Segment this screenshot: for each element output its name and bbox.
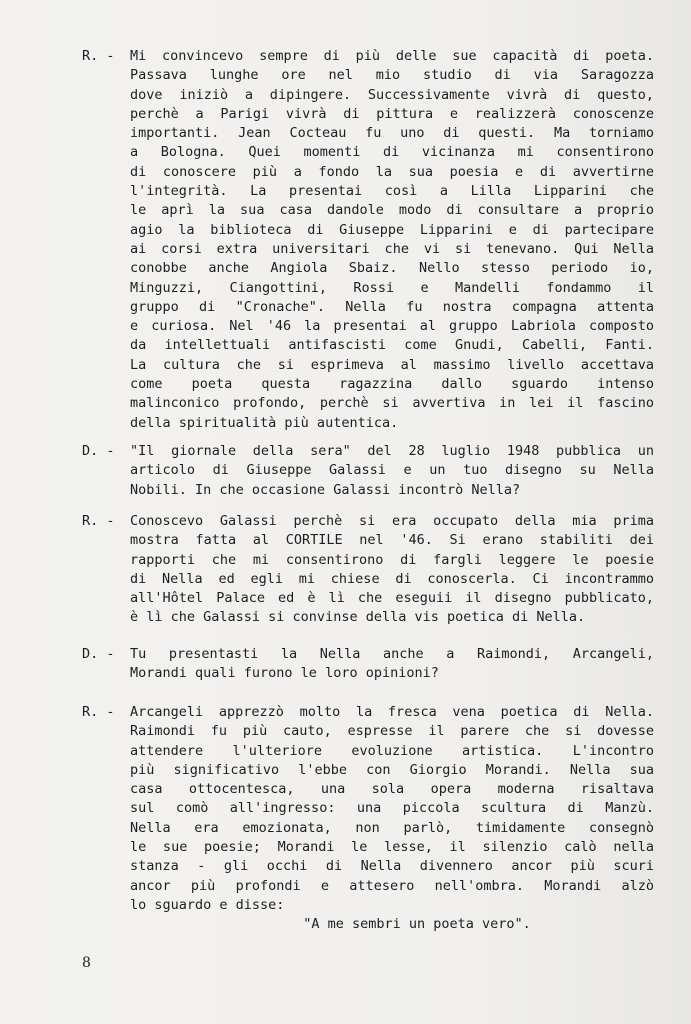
text-line: l'integrità. La presentai così a Lilla Lipparini che [130,183,654,200]
text-line: Morandi quali furono le loro opinioni? [130,665,439,682]
text-line: all'Hôtel Palace ed è lì che eseguii il disegno pubblicato, [130,590,654,607]
text-line: perchè a Parigi vivrà di pittura e realizzerà conoscenze [130,105,654,122]
text-line: Passava lunghe ore nel mio studio di via Saragozza [130,67,654,84]
text-line: Arcangeli apprezzò molto la fresca vena poetica di Nella. [130,704,654,720]
text-line: rapporti che mi consentirono di fargli leggere le poesie [130,551,654,568]
text-line: di Nella ed egli mi chiese di conoscerla. Ci incontrammo [130,570,654,587]
text-line: Raimondi fu più cauto, espresse il parere che si dovesse [130,723,654,740]
text-line: da intellettuali antifascisti come Gnudi, Cabelli, Fanti. [130,337,654,354]
text-line: Conoscevo Galassi perchè si era occupato della mia prima [130,513,654,529]
speaker-label: D. - [82,443,115,459]
question-text [130,442,654,500]
text-line: ancor più profondi e attesero nell'ombra. Morandi alzò [130,877,654,894]
question-block-1 [82,442,654,500]
speaker-label: R. - [82,48,115,64]
text-line: importanti. Jean Cocteau fu uno di questi. Ma torniamo [130,125,654,142]
text-line: mostra fatta al CORTILE nel '46. Si erano stabiliti dei [130,532,654,549]
text-line: le sue poesie; Morandi le lesse, il silenzio calò nella [130,839,654,856]
text-line: è lì che Galassi si convinse della vis poetica di Nella. [130,609,586,626]
text-line: sul comò all'ingresso: una piccola scultura di Manzù. [130,800,654,817]
answer-block-2 [82,512,654,628]
text-line: le aprì la sua casa dandole modo di consultare a proprio [130,202,654,219]
text-line: lo sguardo e disse: [130,896,285,913]
answer-text [130,512,654,628]
text-line: malinconico profondo, perchè si avvertiva in lei il fascino [130,395,654,412]
text-line: più significativo l'ebbe con Giorgio Morandi. Nella sua [130,761,654,778]
text-line: "Il giornale della sera" del 28 luglio 1948 pubblica un [130,443,654,459]
text-line: Tu presentasti la Nella anche a Raimondi, Arcangeli, [130,646,654,662]
speaker-label: R. - [82,704,115,720]
text-line: agio la biblioteca di Giuseppe Lipparini e di partecipare [130,221,654,238]
text-line: gruppo di "Cronache". Nella fu nostra compagna attenta [130,298,654,315]
answer-block-3 [82,703,654,935]
speaker-label: D. - [82,646,115,662]
text-line: e curiosa. Nel '46 la presentai al gruppo Labriola composto [130,318,654,335]
text-line: ai corsi extra universitari che vi si tenevano. Qui Nella [130,240,654,257]
text-line: come poeta questa ragazzina dallo sguardo intenso [130,376,654,393]
text-line: a Bologna. Quei momenti di vicinanza mi consentirono [130,144,654,161]
text-line: Nella era emozionata, non parlò, timidamente consegnò [130,819,654,836]
text-line: articolo di Giuseppe Galassi e un tuo disegno su Nella [130,462,654,479]
text-line: di conoscere più a fondo la sua poesia e di avvertirne [130,163,654,180]
text-line: La cultura che si esprimeva al massimo livello accettava [130,356,654,373]
text-line: dove iniziò a dipingere. Successivamente vivrà di questo, [130,86,654,103]
text-line: della spiritualità più autentica. [130,414,399,431]
text-line: Minguzzi, Ciangottini, Rossi e Mandelli fondammo il [130,279,654,296]
text-line: Mi convincevo sempre di più delle sue capacità di poeta. [130,48,654,64]
question-block-2 [82,645,654,684]
text-line: conobbe anche Angiola Sbaiz. Nello stesso periodo io, [130,260,654,277]
text-line: Nobili. In che occasione Galassi incontrò Nella? [130,481,521,498]
text-line: casa ottocentesca, una sola opera moderna risaltava [130,781,654,798]
text-line: stanza - gli occhi di Nella divennero ancor più scuri [130,858,654,875]
speaker-label: R. - [82,513,115,529]
quote-line: "A me sembri un poeta vero". [303,916,531,933]
question-text [130,645,654,684]
page-number: 8 [82,955,91,971]
answer-text [130,703,654,935]
answer-text [130,47,654,433]
answer-block-1 [82,47,654,433]
text-line: attendere l'ulteriore evoluzione artistica. L'incontro [130,742,654,759]
